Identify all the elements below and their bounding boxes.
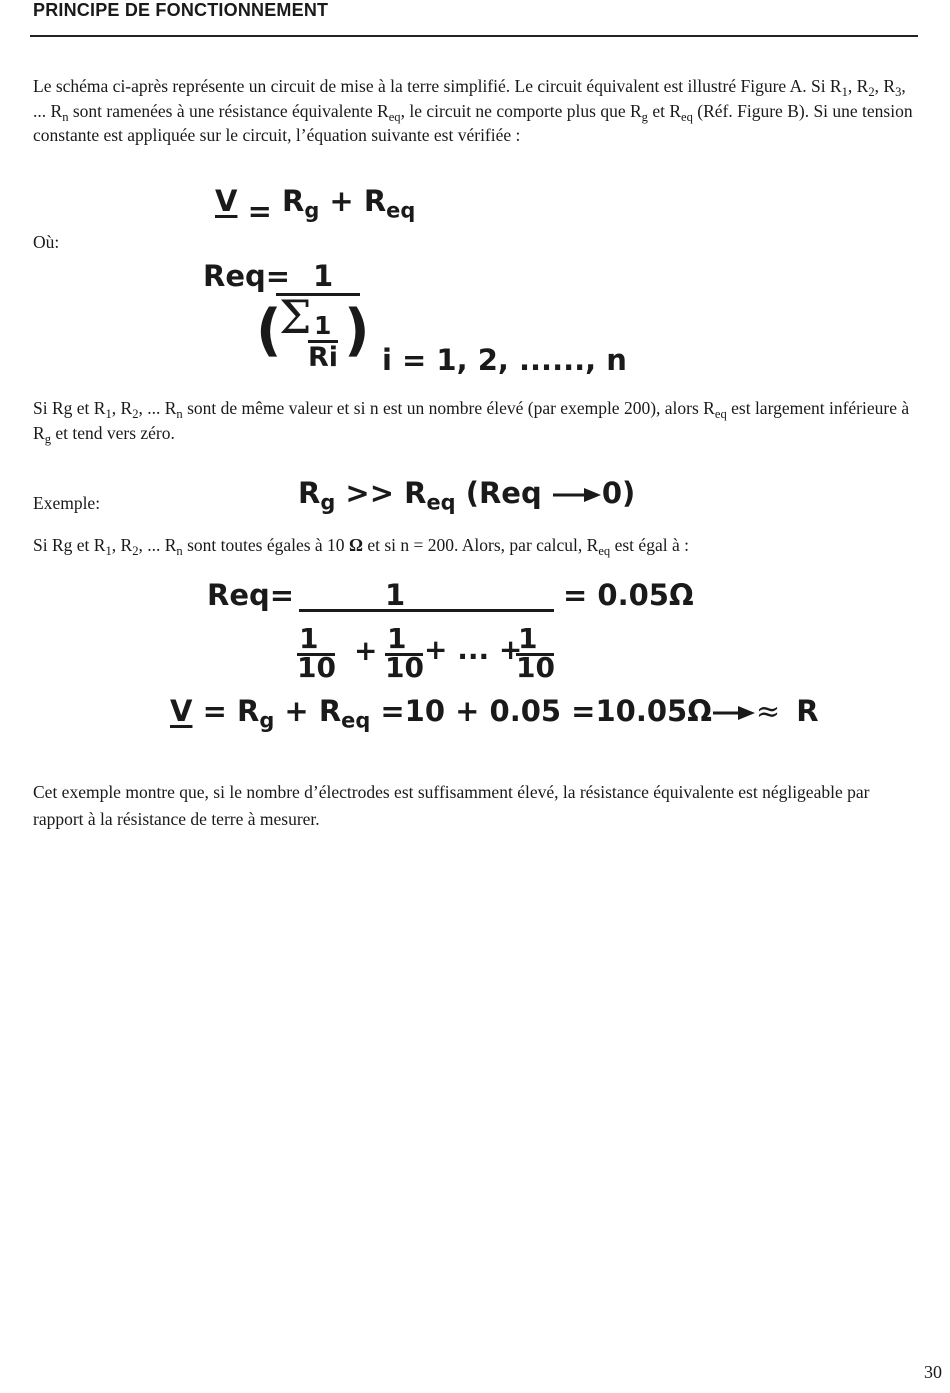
subscript: 3: [895, 84, 902, 99]
sigma-symbol: Σ: [279, 290, 312, 344]
intro-text: Le schéma ci-après représente un circuit de mise à la terre simplifié. Le circuit équivalent est illustré Figure A. Si R: [33, 76, 842, 96]
eq-r: R: [796, 694, 819, 728]
inner-numerator: 1: [314, 311, 332, 340]
eq-r: R: [236, 694, 260, 728]
subscript: g: [44, 431, 51, 446]
ou-label: Où:: [33, 232, 60, 252]
para-text: Si Rg et R: [33, 398, 106, 418]
eq-equals: =: [247, 194, 272, 228]
frac-2-den: 10: [385, 651, 424, 684]
eq-req-label: Req=: [203, 259, 291, 293]
eq-numerator: 1: [385, 578, 406, 612]
intro-text: sont ramenées à une résistance équivalente R: [68, 100, 389, 121]
eq-plus: +: [329, 184, 354, 218]
subscript: g: [641, 109, 648, 124]
frac-2-num: 1: [387, 622, 407, 655]
para-text: sont toutes égales à 10: [182, 535, 349, 555]
subscript: eq: [598, 543, 611, 558]
intro-text: (Réf. Figure B). Si une tension constante est appliquée sur le circuit, l’équation suivante est vérifiée :: [33, 100, 913, 145]
eq-v: V: [170, 694, 193, 728]
intro-text: , ... R: [33, 76, 906, 121]
subscript: 1: [841, 84, 848, 99]
page-number: 30: [924, 1362, 942, 1382]
subscript: 2: [132, 406, 139, 421]
intro-text: , R: [847, 76, 869, 96]
subscript: eq: [714, 406, 727, 421]
approx-symbol: ≈: [755, 694, 781, 728]
fraction-bar: [299, 609, 554, 612]
para-text: , R: [111, 398, 133, 418]
example-label: Exemple:: [33, 493, 101, 513]
paren-close: ): [344, 298, 370, 363]
subscript: eq: [388, 109, 401, 124]
eq-r: R: [318, 694, 342, 728]
eq-r: R: [404, 476, 427, 510]
section-title: PRINCIPE DE FONCTIONNEMENT: [33, 0, 329, 20]
frac-3-den: 10: [516, 651, 555, 684]
eq-much-greater: >>: [345, 476, 395, 510]
para-text: , ... R: [138, 398, 177, 418]
equation-v-total: [170, 694, 819, 733]
conclusion-paragraph: Cet exemple montre que, si le nombre d’électrodes est suffisamment élevé, la résistance équivalente est négligeable par rapport à la résistance de terre à mesurer.: [33, 782, 870, 829]
eq-r: R: [363, 184, 387, 218]
para-text: , ... R: [138, 535, 177, 555]
para-text: est largement inférieure à R: [33, 398, 910, 443]
subscript: n: [176, 543, 183, 558]
para-text: sont de même valeur et si n est un nombre élevé (par exemple 200), alors R: [182, 398, 715, 418]
intro-text: , le circuit ne comporte plus que R: [400, 100, 642, 121]
para-text: et si n = 200. Alors, par calcul, R: [362, 535, 599, 555]
intro-text: et R: [647, 100, 682, 121]
eq-calculation: =10 + 0.05 =10.05Ω: [380, 694, 712, 728]
subscript: eq: [426, 490, 456, 515]
frac-3-num: 1: [518, 622, 538, 655]
eq-ellipsis: + ... +: [424, 633, 523, 666]
eq-equals: =: [202, 694, 227, 728]
eq-zero-paren: 0): [601, 476, 636, 510]
arrow-right-icon: [712, 703, 756, 723]
subscript: g: [320, 490, 336, 515]
eq-req-paren: (Req: [465, 476, 542, 510]
inner-denominator: Ri: [308, 342, 339, 373]
para-text: , R: [111, 535, 133, 555]
subscript: 1: [105, 543, 112, 558]
subscript: 2: [132, 543, 139, 558]
subscript: eq: [386, 198, 416, 223]
subscript: n: [62, 109, 69, 124]
para-text: et tend vers zéro.: [50, 422, 175, 443]
eq-plus: +: [354, 634, 378, 667]
para-text: est égal à :: [610, 535, 689, 555]
para-text: Si Rg et R: [33, 535, 106, 555]
eq-r: R: [298, 476, 321, 510]
eq-numerator: 1: [313, 259, 334, 293]
eq-v: V: [215, 184, 238, 218]
subscript: 2: [868, 84, 875, 99]
subscript: eq: [341, 708, 371, 733]
frac-1-num: 1: [299, 622, 319, 655]
eq-result: = 0.05Ω: [563, 578, 694, 612]
eq-req-label: Req=: [207, 578, 295, 612]
subscript: n: [176, 406, 183, 421]
eq-r: R: [281, 184, 305, 218]
paren-open: (: [256, 298, 282, 363]
eq-plus: +: [284, 694, 309, 728]
frac-1-den: 10: [297, 651, 336, 684]
intro-text: , R: [874, 76, 896, 96]
subscript: eq: [681, 109, 693, 124]
subscript: g: [304, 198, 320, 223]
subscript: g: [259, 708, 275, 733]
omega-symbol: Ω: [348, 535, 363, 555]
index-range: i = 1, 2, ......, n: [382, 343, 627, 377]
subscript: 1: [105, 406, 112, 421]
